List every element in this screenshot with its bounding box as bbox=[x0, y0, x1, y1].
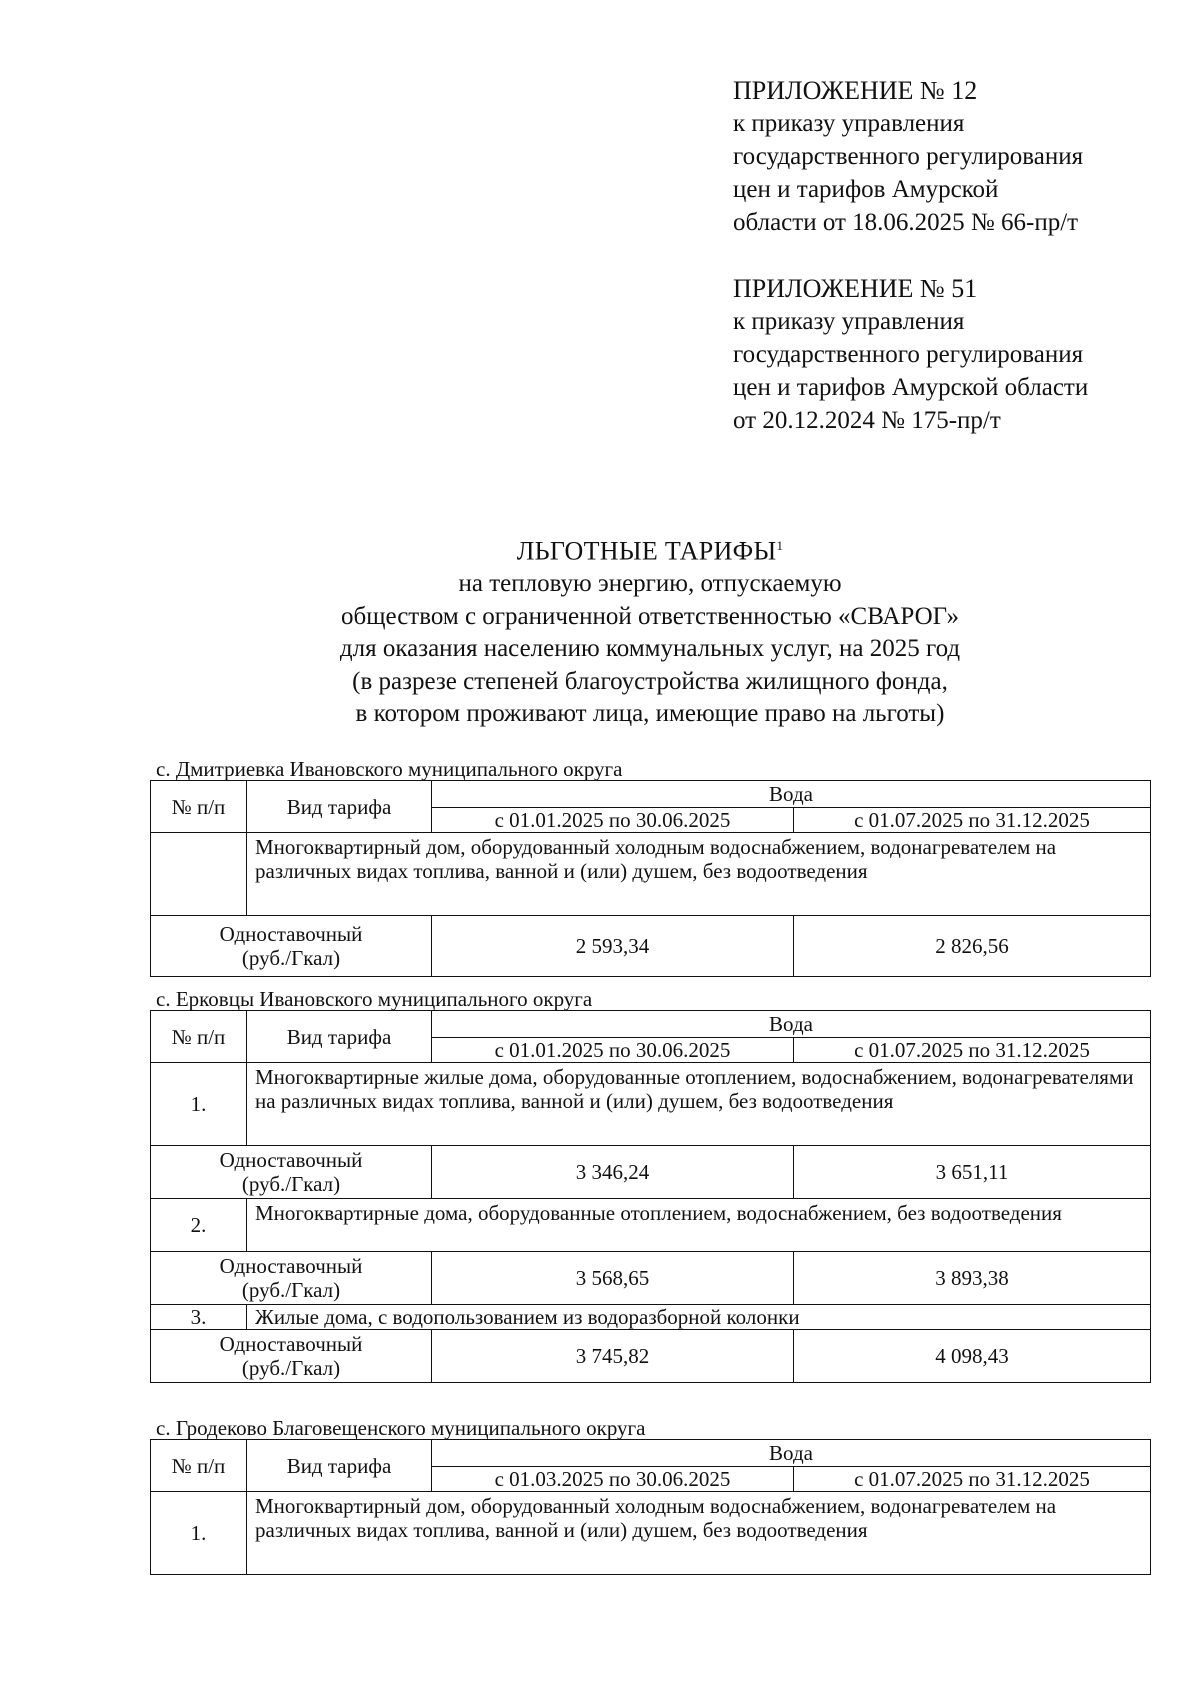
tariff-label-line: (руб./Гкал) bbox=[241, 1356, 341, 1380]
document-title-block bbox=[150, 530, 1150, 731]
tariff-value-period-2: 4 098,43 bbox=[794, 1330, 1151, 1383]
appendix-line: цен и тарифов Амурской области bbox=[733, 374, 1089, 401]
appendix-line: области от 18.06.2025 № 66-пр/т bbox=[733, 209, 1079, 236]
appendix-line: к приказу управления bbox=[733, 308, 965, 335]
appendix-heading: ПРИЛОЖЕНИЕ № 51 bbox=[733, 274, 978, 303]
row-description: Жилые дома, с водопользованием из водоразборной колонки bbox=[247, 1305, 1151, 1330]
title-text: ЛЬГОТНЫЕ ТАРИФЫ bbox=[516, 536, 777, 566]
header-water: Вода bbox=[432, 781, 1151, 808]
tariff-value-period-1: 2 593,34 bbox=[432, 916, 794, 977]
location-label: с. Дмитриевка Ивановского муниципального округа bbox=[156, 757, 623, 781]
tariff-label-line: Одноставочный bbox=[219, 1332, 363, 1356]
tariff-value-period-2: 3 651,11 bbox=[794, 1146, 1151, 1199]
section-dmitrievka bbox=[150, 758, 1150, 977]
header-num: № п/п bbox=[151, 1440, 247, 1492]
row-num: 3. bbox=[151, 1305, 247, 1330]
row-num bbox=[151, 833, 247, 916]
header-period-2: с 01.07.2025 по 31.12.2025 bbox=[794, 808, 1151, 833]
title-line: для оказания населению коммунальных услуг, на 2025 год bbox=[339, 635, 961, 663]
tariff-label-line: (руб./Гкал) bbox=[241, 1172, 341, 1196]
header-kind: Вид тарифа bbox=[247, 1011, 432, 1063]
tariff-label bbox=[151, 1252, 432, 1305]
section-grodekovo bbox=[150, 1417, 1150, 1575]
title-line: в котором проживают лица, имеющие право на льготы) bbox=[355, 700, 945, 728]
appendix-line: к приказу управления bbox=[733, 110, 965, 137]
title-line: обществом с ограниченной ответственностью «СВАРОГ» bbox=[341, 602, 959, 630]
appendix-heading: ПРИЛОЖЕНИЕ № 12 bbox=[733, 76, 978, 105]
header-kind: Вид тарифа bbox=[247, 781, 432, 833]
tariff-label bbox=[151, 1330, 432, 1383]
appendix-line: от 20.12.2024 № 175-пр/т bbox=[733, 407, 1001, 434]
tariff-value-period-1: 3 568,65 bbox=[432, 1252, 794, 1305]
tariff-label-line: Одноставочный bbox=[219, 922, 363, 946]
row-description: Многоквартирные жилые дома, оборудованные отоплением, водоснабжением, водонагревателями на различных видах топлива, ванной и (или) душем, без водоотведения bbox=[247, 1063, 1151, 1146]
row-description: Многоквартирные дома, оборудованные отоплением, водоснабжением, без водоотведения bbox=[247, 1199, 1151, 1252]
section-erkovtsy bbox=[150, 988, 1150, 1383]
header-period-1: с 01.01.2025 по 30.06.2025 bbox=[432, 1038, 794, 1063]
header-water: Вода bbox=[432, 1440, 1151, 1467]
header-period-2: с 01.07.2025 по 31.12.2025 bbox=[794, 1038, 1151, 1063]
header-period-1: с 01.01.2025 по 30.06.2025 bbox=[432, 808, 794, 833]
location-label: с. Ерковцы Ивановского муниципального округа bbox=[156, 987, 593, 1011]
header-water: Вода bbox=[432, 1011, 1151, 1038]
header-kind: Вид тарифа bbox=[247, 1440, 432, 1492]
tariff-table bbox=[150, 780, 1151, 977]
header-period-1: с 01.03.2025 по 30.06.2025 bbox=[432, 1467, 794, 1492]
footnote-mark: 1 bbox=[776, 538, 784, 553]
document-title bbox=[150, 530, 1150, 568]
tariff-value-period-2: 2 826,56 bbox=[794, 916, 1151, 977]
appendix-block-51 bbox=[733, 272, 1088, 437]
title-line: на тепловую энергию, отпускаемую bbox=[458, 570, 842, 598]
header-num: № п/п bbox=[151, 1011, 247, 1063]
row-num: 1. bbox=[151, 1063, 247, 1146]
row-description: Многоквартирный дом, оборудованный холодным водоснабжением, водонагревателем на различных видах топлива, ванной и (или) душем, без водоотведения bbox=[247, 833, 1151, 916]
appendix-line: государственного регулирования bbox=[733, 143, 1084, 170]
row-num: 1. bbox=[151, 1492, 247, 1575]
tariff-table bbox=[150, 1439, 1151, 1575]
tariff-label-line: (руб./Гкал) bbox=[241, 1278, 341, 1302]
tariff-value-period-1: 3 745,82 bbox=[432, 1330, 794, 1383]
header-num: № п/п bbox=[151, 781, 247, 833]
title-line: (в разрезе степеней благоустройства жилищного фонда, bbox=[352, 667, 948, 695]
location-label: с. Гродеково Благовещенского муниципального округа bbox=[156, 1416, 646, 1440]
tariff-label-line: (руб./Гкал) bbox=[241, 946, 341, 970]
tariff-label bbox=[151, 916, 432, 977]
tariff-label bbox=[151, 1146, 432, 1199]
tariff-label-line: Одноставочный bbox=[219, 1254, 363, 1278]
appendix-line: цен и тарифов Амурской bbox=[733, 176, 999, 203]
appendix-block-12 bbox=[733, 74, 1083, 239]
tariff-value-period-1: 3 346,24 bbox=[432, 1146, 794, 1199]
appendix-line: государственного регулирования bbox=[733, 341, 1084, 368]
tariff-value-period-2: 3 893,38 bbox=[794, 1252, 1151, 1305]
tariff-table bbox=[150, 1010, 1151, 1383]
tariff-label-line: Одноставочный bbox=[219, 1148, 363, 1172]
row-num: 2. bbox=[151, 1199, 247, 1252]
row-description: Многоквартирный дом, оборудованный холодным водоснабжением, водонагревателем на различных видах топлива, ванной и (или) душем, без водоотведения bbox=[247, 1492, 1151, 1575]
header-period-2: с 01.07.2025 по 31.12.2025 bbox=[794, 1467, 1151, 1492]
